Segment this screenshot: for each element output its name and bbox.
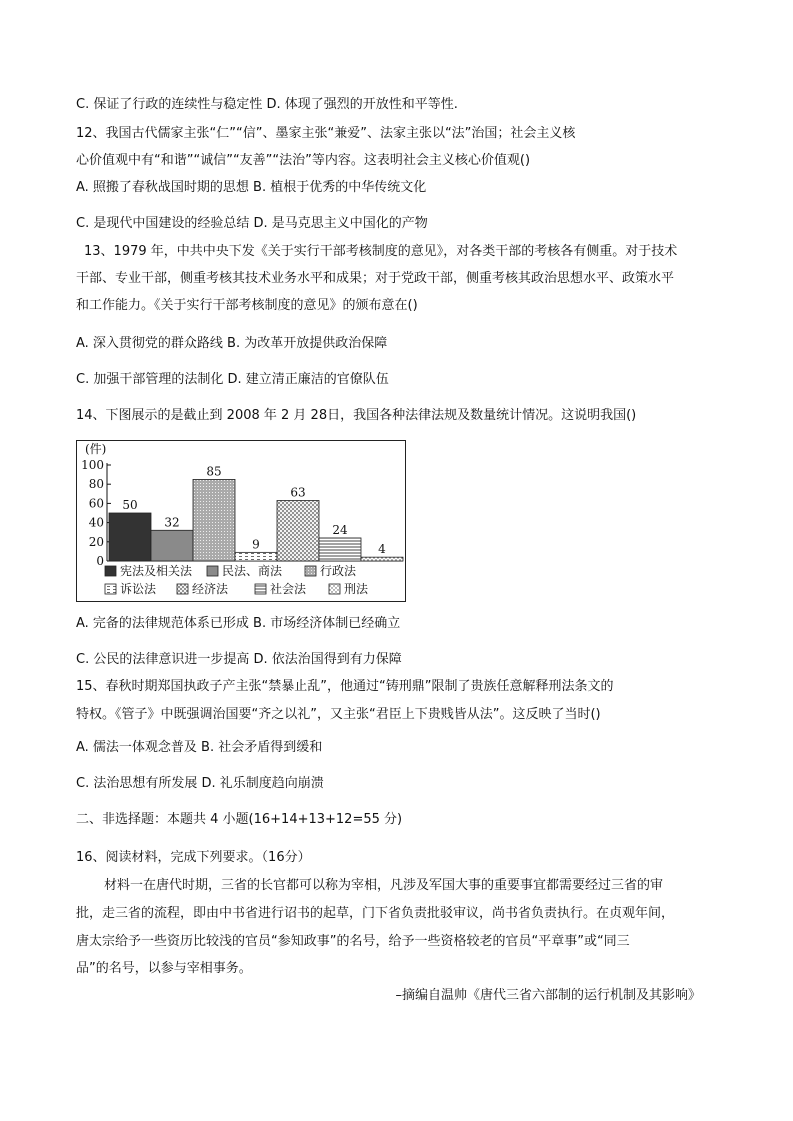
bar-4 [235,552,277,561]
q13-stem-line-1: 13、1979 年，中共中央下发《关于实行干部考核制度的意见》，对各类干部的考核各有侧重。对于技术 [84,244,678,259]
q16-material-line-3: 唐太宗给予一些资历比较浅的官员“参知政事”的名号，给予一些资格较老的官员“平章事”或“同三 [76,934,630,949]
bar-value-label: 24 [332,522,348,537]
legend-swatch [207,566,218,576]
y-tick-label: 20 [88,534,104,549]
legend-swatch [105,566,116,576]
q11-options-cd: C. 保证了行政的连续性与稳定性 D. 体现了强烈的开放性和平等性. [76,97,458,112]
legend-swatch [105,584,116,594]
legend-swatch [329,584,340,594]
legend-label: 经济法 [192,582,229,596]
legend-swatch [305,566,316,576]
q14-options-cd: C. 公民的法律意识进一步提高 D. 依法治国得到有力保障 [76,652,402,667]
bar-chart-svg [77,441,405,601]
q12-stem-line-1: 12、我国古代儒家主张“仁”“信”、墨家主张“兼爱”、法家主张以“法”治国；社会主义核 [76,126,576,141]
bar-2 [151,530,193,561]
y-tick-label: 0 [96,554,104,568]
bar-3 [193,479,235,561]
q16-material-line-2: 批，走三省的流程，即由中书省进行诏书的起草，门下省负责批驳审议，尚书省负责执行。在贞观年间， [76,906,675,921]
legend-label: 诉讼法 [120,582,157,596]
bar-6 [319,538,361,561]
q15-options-ab: A. 儒法一体观念普及 B. 社会矛盾得到缓和 [76,740,323,755]
bar-value-label: 9 [252,537,260,552]
legend-label: 刑法 [344,582,369,596]
bar-5 [277,501,319,561]
q13-stem-line-3: 和工作能力。《关于实行干部考核制度的意见》的颁布意在() [76,298,418,313]
q13-stem-line-2: 干部、专业干部，侧重考核其技术业务水平和成果；对于党政干部，侧重考核其政治思想水平、政策水平 [76,271,675,286]
q12-options-ab: A. 照搬了春秋战国时期的思想 B. 植根于优秀的中华传统文化 [76,180,427,195]
legend-label: 行政法 [320,564,357,578]
y-tick-label: 80 [88,477,104,492]
q13-options-ab: A. 深入贯彻党的群众路线 B. 为改革开放提供政治保障 [76,336,388,351]
bar-value-label: 85 [206,464,222,479]
y-tick-label: 60 [88,496,104,511]
q14-options-ab: A. 完备的法律规范体系已形成 B. 市场经济体制已经确立 [76,616,401,631]
q15-options-cd: C. 法治思想有所发展 D. 礼乐制度趋向崩溃 [76,776,324,791]
q15-stem-line-2: 特权。《管子》中既强调治国要“齐之以礼”，又主张“君臣上下贵贱皆从法”。这反映了当时() [76,707,601,722]
q16-material-line-1: 材料一在唐代时期，三省的长官都可以称为宰相，凡涉及军国大事的重要事宜都需要经过三省的审 [104,878,664,893]
bar-value-label: 32 [164,515,180,530]
section-2-heading: 二、非选择题：本题共 4 小题(16+14+13+12=55 分) [76,812,403,827]
q16-heading: 16、阅读材料，完成下列要求。（16分） [76,850,311,865]
q12-options-cd: C. 是现代中国建设的经验总结 D. 是马克思主义中国化的产物 [76,216,428,231]
bar-value-label: 50 [122,498,138,512]
q12-stem-line-2: 心价值观中有“和谐”“诚信”“友善”“法治”等内容。这表明社会主义核心价值观() [76,153,531,168]
q16-material-line-4: 品”的名号，以参与宰相事务。 [76,961,252,976]
legend-label: 民法、商法 [222,564,283,578]
legend-label: 宪法及相关法 [120,564,193,578]
q15-stem-line-1: 15、春秋时期郑国执政子产主张“禁暴止乱”，他通过“铸刑鼎”限制了贵族任意解释刑法条文的 [76,679,614,694]
bar-1 [109,513,151,561]
legend-label: 社会法 [270,582,307,596]
bar-value-label: 63 [290,485,306,500]
q14-stem: 14、下图展示的是截止到 2008 年 2 月 28日，我国各种法律法规及数量统计情况。这说明我国() [76,408,637,423]
y-tick-label: 40 [88,515,104,530]
legal-statistics-chart [76,440,406,602]
bar-7 [361,557,403,561]
y-tick-label: 100 [81,458,104,472]
bar-value-label: 4 [378,542,386,557]
q13-options-cd: C. 加强干部管理的法制化 D. 建立清正廉洁的官僚队伍 [76,372,389,387]
legend-swatch [255,584,266,594]
q16-source: –摘编自温帅《唐代三省六部制的运行机制及其影响》 [395,988,701,1003]
y-axis-unit-label: (件) [85,442,107,456]
legend-swatch [177,584,188,594]
